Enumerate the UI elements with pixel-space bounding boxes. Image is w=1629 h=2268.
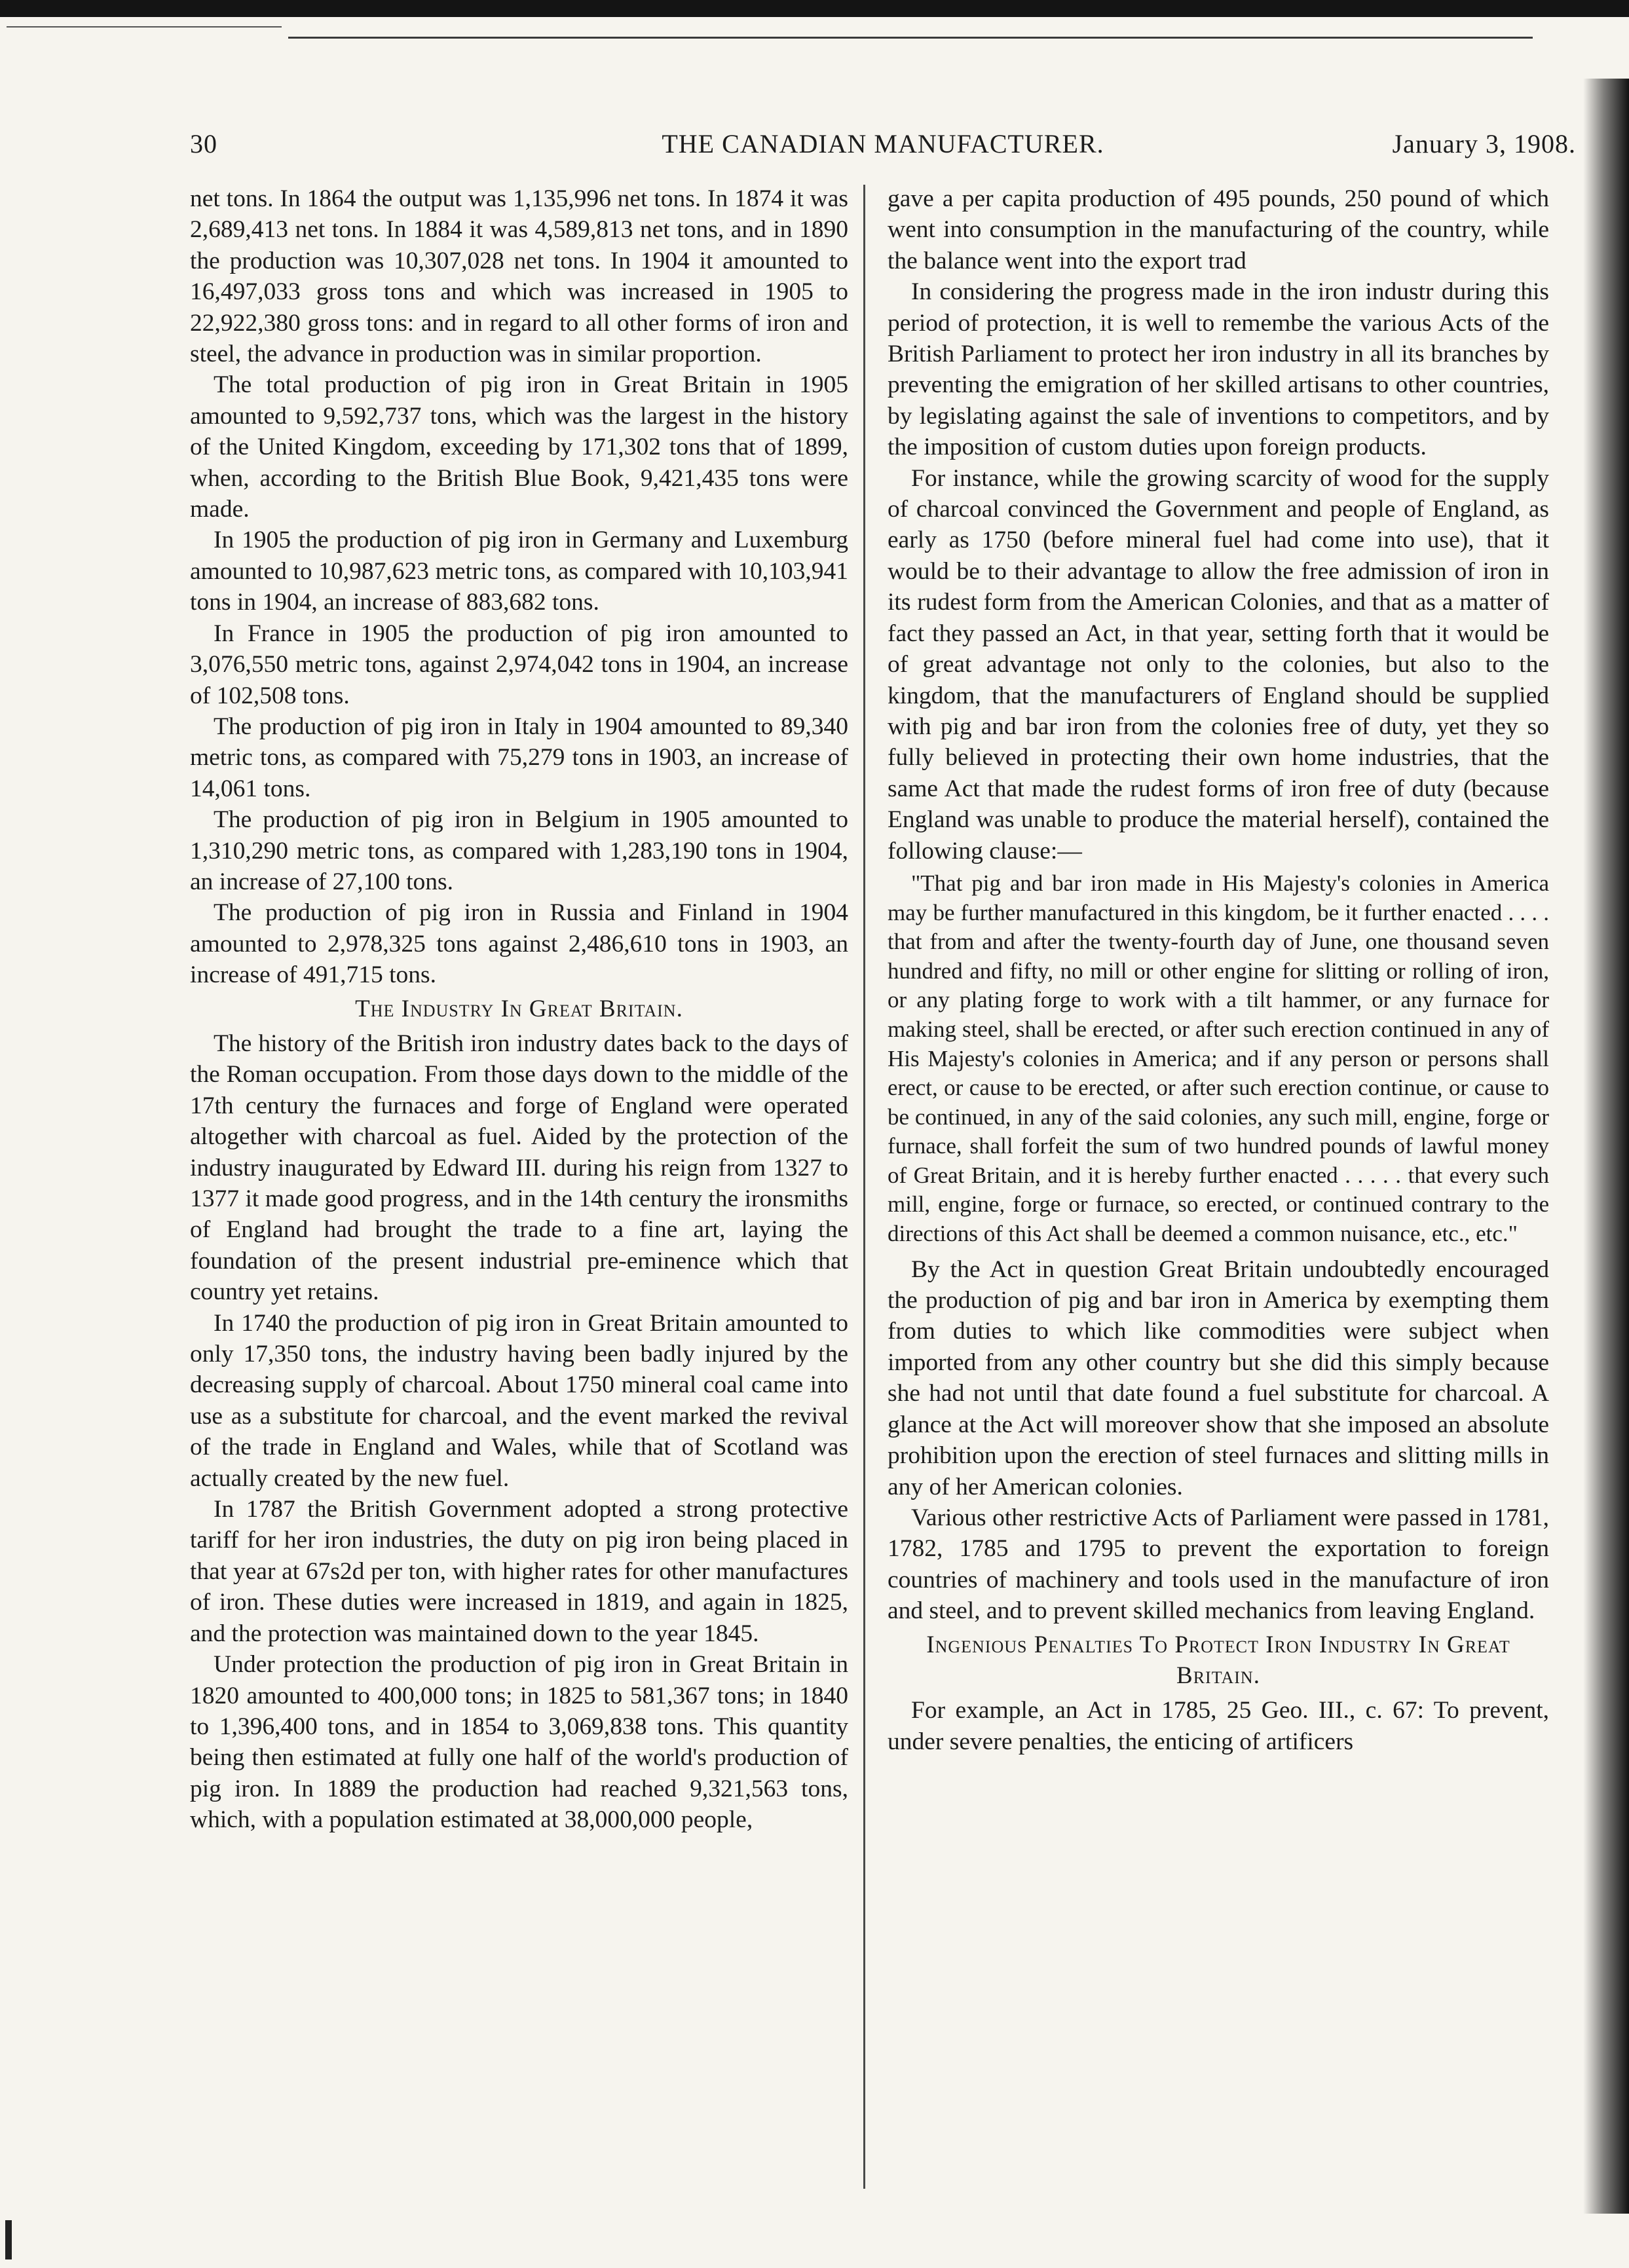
paragraph: For example, an Act in 1785, 25 Geo. III., c. 67: To prevent, under severe penalties, the enticing of artificers [888,1697,1549,1755]
column-divider [863,185,865,2189]
paragraph: In France in 1905 the production of pig iron amounted to 3,076,550 metric tons, against 2,974,042 tons in 1904, an increase of 102,508 tons. [190,620,848,709]
paragraph: In considering the progress made in the iron industr during this period of protection, it is well to remembe the various Acts of the British Parliament to protect her iron industry in all its branches by preventing the emigration of her skilled artisans to other countries, by legislating against the sale of inventions to competitors, and by the imposition of custom duties upon foreign products. [888,278,1549,461]
scan-artifact-mark [5,2220,12,2259]
paragraph: In 1905 the production of pig iron in Germany and Luxemburg amounted to 10,987,623 metric tons, as compared with 10,103,941 tons in 1904, an increase of 883,682 tons. [190,527,848,616]
top-scan-mark [7,26,282,28]
paragraph: By the Act in question Great Britain undoubtedly encouraged the production of pig and bar iron in America by exempting them from duties to which like commodities were subject when imported from any other country but she did this simply because she had not until that date found a fuel substitute for charcoal. A glance at the Act will moreover show that she imposed an absolute prohibition upon the erection of steel furnaces and slitting mills in any of her American colonies. [888,1255,1549,1500]
top-scan-border [0,0,1629,17]
paragraph: gave a per capita production of 495 pounds, 250 pound of which went into consumption in the manufacturing of the country, while the balance went into the export trad [888,185,1549,274]
page-header [190,128,1576,168]
paragraph: The production of pig iron in Belgium in 1905 amounted to 1,310,290 metric tons, as compared with 1,283,190 tons in 1904, an increase of 27,100 tons. [190,806,848,895]
paragraph: The total production of pig iron in Great Britain in 1905 amounted to 9,592,737 tons, which was the largest in the history of the United Kingdom, exceeding by 171,302 tons that of 1899, when, according to the British Blue Book, 9,421,435 tons were made. [190,371,848,523]
paragraph: For instance, while the growing scarcity of wood for the supply of charcoal convinced the Government and people of England, as early as 1750 (before mineral fuel had come into use), that it would be to their advantage to allow the free admission of iron in its rudest form from the American Colonies, and that as a matter of fact they passed an Act, in that year, setting forth that it would be of great advantage not only to the colonies, but also to the kingdom, that the manufacturers of England should be supplied with pig and bar iron from the colonies free of duty, yet they so fully believed in protecting their own home industries, that the same Act that made the rudest forms of iron free of duty (because England was unable to produce the material herself), contained the following clause:— [888,464,1549,864]
header-top-rule [288,37,1533,39]
paragraph: In 1787 the British Government adopted a strong protective tariff for her iron industries, the duty on pig iron being placed in that year at 67s2d per ton, with higher rates for other manufactures of iron. These duties were increased in 1819, and again in 1825, and the protection was maintained down to the year 1845. [190,1496,848,1647]
publication-title: THE CANADIAN MANUFACTURER. [662,129,1104,158]
paragraph: The production of pig iron in Italy in 1904 amounted to 89,340 metric tons, as compared with 75,279 tons in 1903, an increase of 14,061 tons. [190,713,848,802]
paragraph: In 1740 the production of pig iron in Great Britain amounted to only 17,350 tons, the industry having been badly injured by the decreasing supply of charcoal. About 1750 mineral coal came into use as a substitute for charcoal, and the event marked the revival of the trade in England and Wales, while that of Scotland was actually created by the new fuel. [190,1309,848,1492]
left-column [190,183,848,2214]
paragraph: net tons. In 1864 the output was 1,135,996 net tons. In 1874 it was 2,689,413 net tons. In 1884 it was 4,589,813 net tons, and in 1890 the production was 10,307,028 net tons. In 1904 it amounted to 16,497,033 gross tons and which was increased in 1905 to 22,922,380 gross tons: and in regard to all other forms of iron and steel, the advance in production was in similar proportion. [190,185,848,368]
paragraph: The history of the British iron industry dates back to the days of the Roman occupation. From those days down to the middle of the 17th century the furnaces and forge of England were operated altogether with charcoal as fuel. Aided by the protection of the industry inaugurated by Edward III. during his reign from 1327 to 1377 it made good progress, and in the 14th century the ironsmiths of England had brought the trade to a fine art, laying the foundation of the present industrial pre-eminence which that country yet retains. [190,1030,848,1306]
page-binding-shadow [1583,79,1629,2214]
paragraph: The production of pig iron in Russia and Finland in 1904 amounted to 2,978,325 tons against 2,486,610 tons in 1903, an increase of 491,715 tons. [190,899,848,989]
section-heading: The Industry In Great Britain. [355,995,683,1022]
quoted-clause: "That pig and bar iron made in His Majesty's colonies in America may be further manufactured in this kingdom, be it further enacted . . . . that from and after the twenty-fourth day of June, one thousand seven hundred and fifty, no mill or other engine for slitting or rolling of iron, or any plating forge to work with a tilt hammer, or any furnace for making steel, shall be erected, or after such erection continued in any of His Majesty's colonies in America; and if any person or persons shall erect, or cause to be erected, or after such erection continue, or cause to be continued, in any of the said colonies, any such mill, engine, forge or furnace, shall forfeit the sum of two hundred pounds of lawful money of Great Britain, and it is hereby further enacted . . . . . that every such mill, engine, forge or furnace, so erected, or continued contrary to the directions of this Act shall be deemed a common nuisance, etc., etc." [888,870,1549,1247]
paragraph: Various other restrictive Acts of Parliament were passed in 1781, 1782, 1785 and 1795 to prevent the exportation to foreign countries of machinery and tools used in the manufacture of iron and steel, and to prevent skilled mechanics from leaving England. [888,1504,1549,1625]
section-heading: Ingenious Penalties To Protect Iron Industry In Great Britain. [926,1631,1510,1689]
issue-date: January 3, 1908. [1392,129,1576,158]
paragraph: Under protection the production of pig iron in Great Britain in 1820 amounted to 400,000 tons; in 1825 to 581,367 tons; in 1840 to 1,396,400 tons, and in 1854 to 3,069,838 tons. This quantity being then estimated at fully one half of the world's production of pig iron. In 1889 the production had reached 9,321,563 tons, which, with a population estimated at 38,000,000 people, [190,1651,848,1834]
right-column [888,183,1549,2214]
page-number: 30 [190,129,217,158]
